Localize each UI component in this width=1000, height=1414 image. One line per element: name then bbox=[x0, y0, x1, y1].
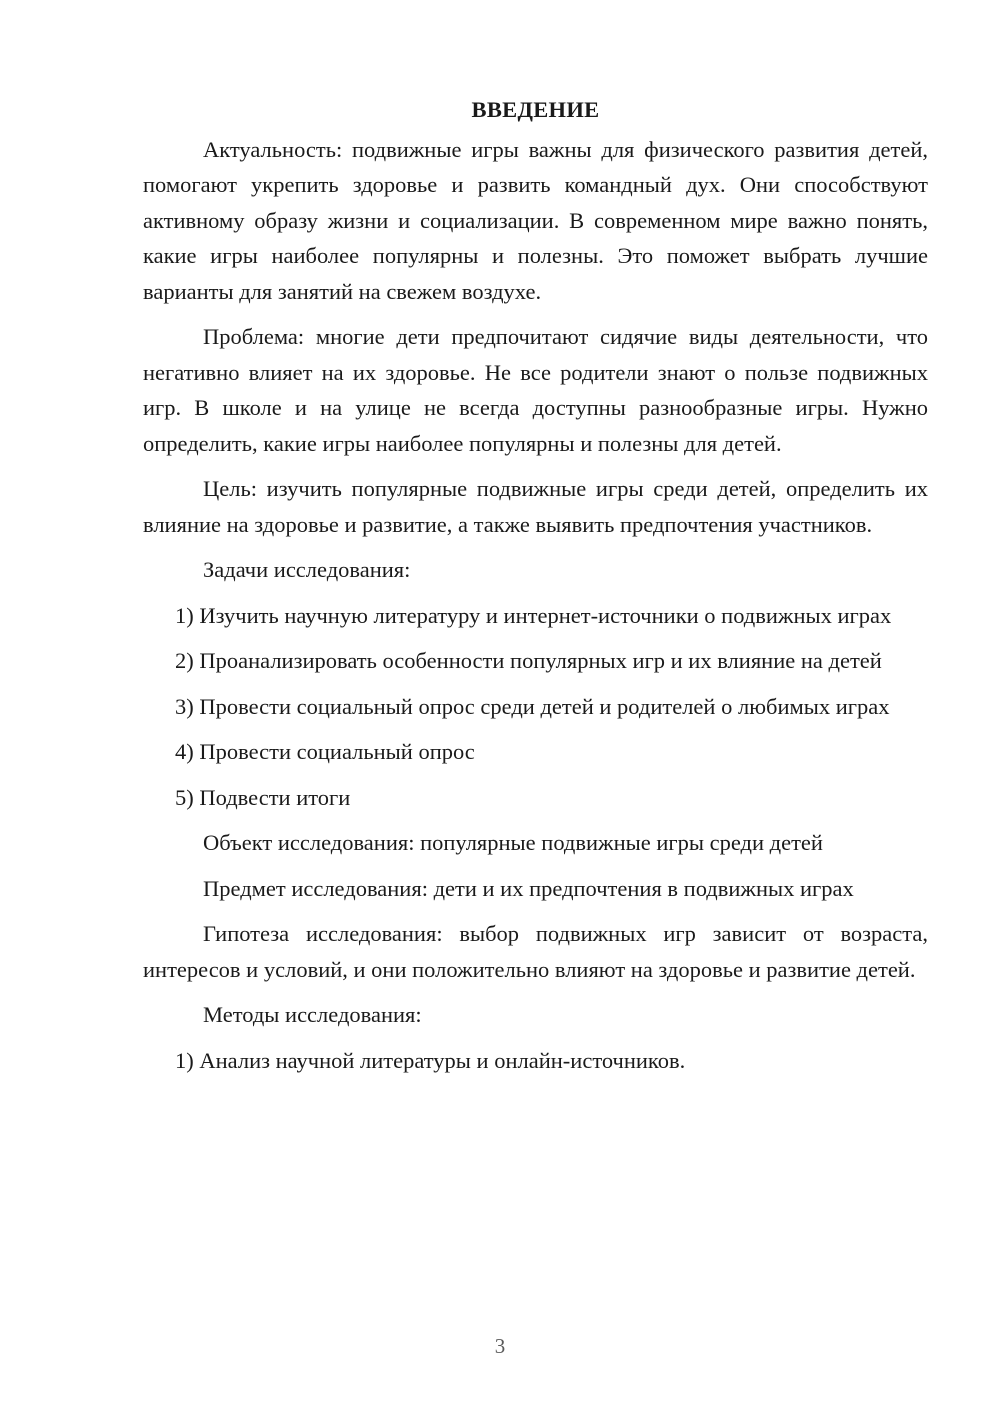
list-item: 3) Провести социальный опрос среди детей и родителей о любимых играх bbox=[175, 693, 890, 719]
goal-paragraph: Цель: изучить популярные подвижные игры среди детей, определить их влияние на здоровье и развитие, а также выявить предпочтения участников. bbox=[143, 476, 928, 537]
page-number: 3 bbox=[494, 1334, 506, 1358]
tasks-list bbox=[143, 598, 928, 816]
list-item: 4) Провести социальный опрос bbox=[175, 739, 475, 764]
list-item: 1) Изучить научную литературу и интернет-источники о подвижных играх bbox=[175, 602, 892, 628]
page-title: ВВЕДЕНИЕ bbox=[471, 97, 600, 122]
page-content bbox=[143, 92, 928, 1088]
research-subject: Предмет исследования: дети и их предпочтения в подвижных играх bbox=[203, 875, 854, 901]
tasks-label: Задачи исследования: bbox=[203, 557, 411, 582]
research-object: Объект исследования: популярные подвижные игры среди детей bbox=[203, 830, 823, 855]
list-item: 5) Подвести итоги bbox=[175, 784, 351, 810]
relevance-paragraph: Актуальность: подвижные игры важны для физического развития детей, помогают укрепить здоровье и развить командный дух. Они способствуют активному образу жизни и социализации. В современном мире важно понять, какие игры наиболее популярны и полезны. Это поможет выбрать лучшие варианты для занятий на свежем воздухе. bbox=[143, 136, 928, 304]
hypothesis-paragraph: Гипотеза исследования: выбор подвижных игр зависит от возраста, интересов и условий, и они положительно влияют на здоровье и развитие детей. bbox=[143, 921, 928, 982]
methods-list bbox=[143, 1043, 928, 1079]
list-item: 1) Анализ научной литературы и онлайн-источников. bbox=[175, 1047, 686, 1073]
list-item: 2) Проанализировать особенности популярных игр и их влияние на детей bbox=[175, 648, 882, 673]
problem-paragraph: Проблема: многие дети предпочитают сидячие виды деятельности, что негативно влияет на их здоровье. Не все родители знают о пользе подвижных игр. В школе и на улице не всегда доступны разнообразные игры. Нужно определить, какие игры наиболее популярны и полезны для детей. bbox=[143, 324, 928, 456]
methods-label: Методы исследования: bbox=[203, 1002, 422, 1027]
